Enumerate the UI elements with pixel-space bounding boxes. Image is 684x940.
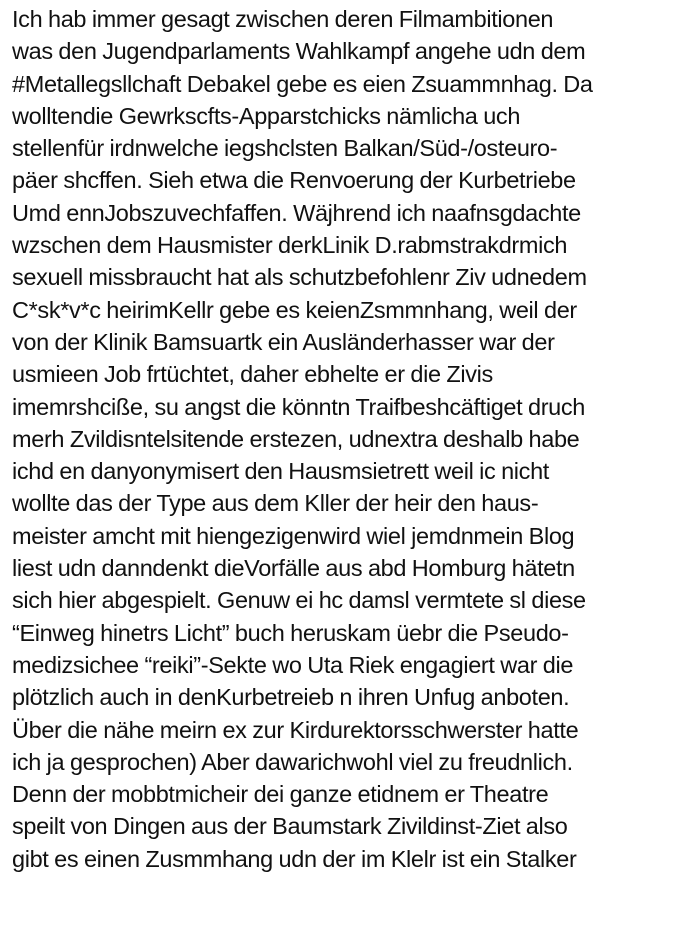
text-line: ich ja gesprochen) Aber dawarichwohl viel zu freudnlich. bbox=[12, 748, 573, 775]
text-line: Über die nähe meirn ex zur Kirdurektorsschwerster hatte bbox=[12, 716, 579, 743]
text-line: usmieen Job frtüchtet, daher ebhelte er die Zivis bbox=[12, 361, 493, 388]
text-line: gibt es einen Zusmmhang udn der im Klelr ist ein Stalker bbox=[12, 845, 577, 872]
text-line: C*sk*v*c heirimKellr gebe es keienZsmmnhang, weil der bbox=[12, 296, 577, 323]
text-line: wollte das der Type aus dem Kller der heir den haus- bbox=[12, 490, 539, 517]
text-line: medizsichee “reiki”-Sekte wo Uta Riek engagiert war die bbox=[12, 651, 574, 678]
text-line: sexuell missbraucht hat als schutzbefohlenr Ziv udnedem bbox=[12, 264, 587, 291]
text-line: sich hier abgespielt. Genuw ei hc damsl vermtete sl diese bbox=[12, 587, 586, 614]
text-line: meister amcht mit hiengezigenwird wiel jemdnmein Blog bbox=[12, 522, 575, 549]
text-line: liest udn danndenkt dieVorfälle aus abd Homburg hätetn bbox=[12, 555, 575, 582]
text-line: wolltendie Gewrkscfts-Apparstchicks nämlicha uch bbox=[12, 102, 521, 129]
text-line: stellenfür irdnwelche iegshclsten Balkan/Süd-/osteuro- bbox=[12, 135, 558, 162]
text-line: imemrshcißе, su angst die könntn Traifbeshcäftiget druch bbox=[12, 393, 586, 420]
text-line: was den Jugendparlaments Wahlkampf angehe udn dem bbox=[12, 38, 586, 65]
text-line: plötzlich auch in denKurbetreieb n ihren Unfug anboten. bbox=[12, 684, 570, 711]
text-line: Ich hab immer gesagt zwischen deren Filmambitionen bbox=[12, 6, 554, 32]
text-line: ichd en danyonymisert den Hausmsietrett weil ic nicht bbox=[12, 458, 549, 485]
text-line: speilt von Dingen aus der Baumstark Zivildinst-Ziet also bbox=[12, 813, 568, 840]
text-line: päer shcffen. Sieh etwa die Renvoerung der Kurbetriebe bbox=[12, 167, 576, 194]
text-line: von der Klinik Bamsuartk ein Ausländerhasser war der bbox=[12, 328, 555, 355]
text-line: Umd ennJobszuvechfaffen. Wäjhrend ich naafnsgdachte bbox=[12, 199, 581, 226]
text-line: merh Zvildisntelsitende erstezen, udnextra deshalb habe bbox=[12, 425, 580, 452]
text-line: #Metallegsllchaft Debakel gebe es eien Zsuammnhag. Da bbox=[12, 70, 593, 97]
text-line: Denn der mobbtmicheir dei ganze etidnem er Theatre bbox=[12, 781, 549, 808]
text-line: “Einweg hinetrs Licht” buch heruskam üebr die Pseudo- bbox=[12, 619, 569, 646]
body-text bbox=[12, 3, 680, 875]
text-line: wzschen dem Hausmister derkLinik D.rabmstrakdrmich bbox=[12, 232, 568, 259]
